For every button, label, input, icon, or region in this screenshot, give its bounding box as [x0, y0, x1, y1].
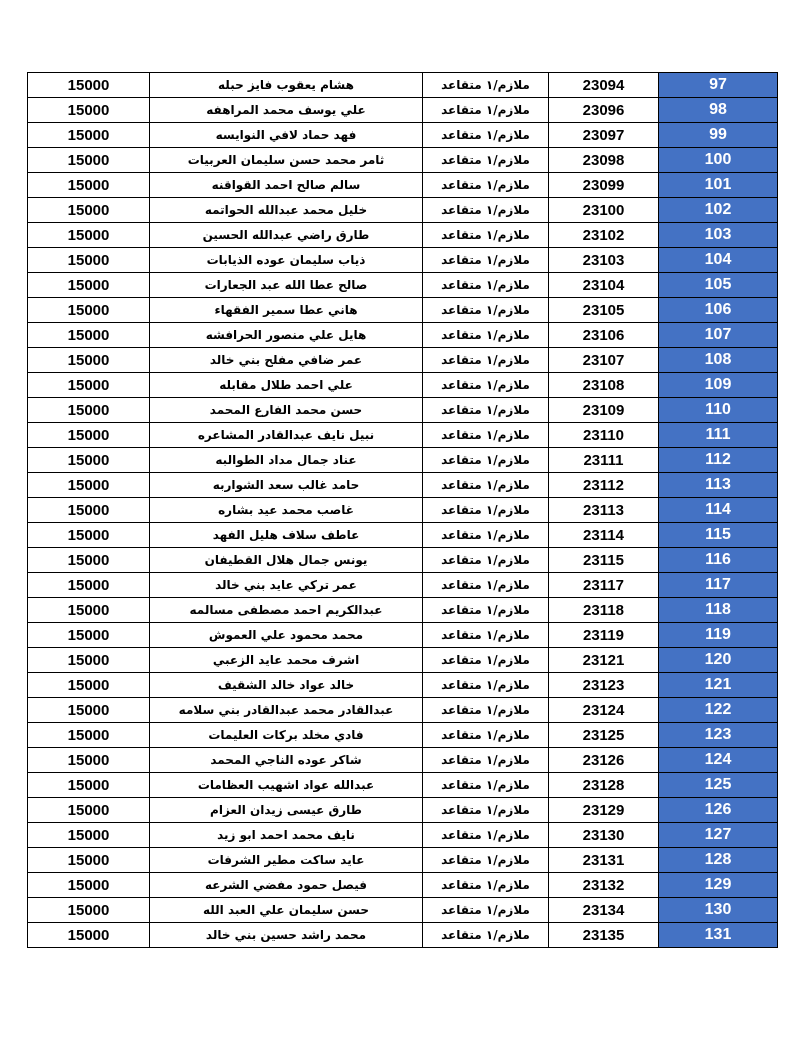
table-row — [28, 848, 778, 873]
sequence-cell: 114 — [659, 498, 778, 523]
military-number-cell: 23131 — [549, 848, 659, 873]
sequence-cell: 112 — [659, 448, 778, 473]
sequence-cell: 123 — [659, 723, 778, 748]
military-number-cell: 23109 — [549, 398, 659, 423]
table-row — [28, 273, 778, 298]
sequence-cell: 100 — [659, 148, 778, 173]
name-cell: علي يوسف محمد المراهفه — [150, 98, 423, 123]
military-number-cell: 23106 — [549, 323, 659, 348]
rank-cell: ملازم/١ متقاعد — [423, 323, 549, 348]
military-number-cell: 23124 — [549, 698, 659, 723]
military-number-cell: 23102 — [549, 223, 659, 248]
sequence-cell: 131 — [659, 923, 778, 948]
rank-cell: ملازم/١ متقاعد — [423, 248, 549, 273]
table-row — [28, 498, 778, 523]
sequence-cell: 99 — [659, 123, 778, 148]
military-number-cell: 23105 — [549, 298, 659, 323]
table-row — [28, 198, 778, 223]
table-row — [28, 348, 778, 373]
amount-cell: 15000 — [28, 573, 150, 598]
table-row — [28, 373, 778, 398]
amount-cell: 15000 — [28, 73, 150, 98]
rank-cell: ملازم/١ متقاعد — [423, 73, 549, 98]
table-row — [28, 698, 778, 723]
table-row — [28, 148, 778, 173]
rank-cell: ملازم/١ متقاعد — [423, 498, 549, 523]
amount-cell: 15000 — [28, 448, 150, 473]
military-number-cell: 23113 — [549, 498, 659, 523]
sequence-cell: 125 — [659, 773, 778, 798]
rank-cell: ملازم/١ متقاعد — [423, 373, 549, 398]
name-cell: نايف محمد احمد ابو زيد — [150, 823, 423, 848]
amount-cell: 15000 — [28, 823, 150, 848]
amount-cell: 15000 — [28, 423, 150, 448]
military-number-cell: 23110 — [549, 423, 659, 448]
rank-cell: ملازم/١ متقاعد — [423, 198, 549, 223]
table-row — [28, 423, 778, 448]
name-cell: سالم صالح احمد القواقنه — [150, 173, 423, 198]
table-row — [28, 173, 778, 198]
sequence-cell: 115 — [659, 523, 778, 548]
amount-cell: 15000 — [28, 523, 150, 548]
rank-cell: ملازم/١ متقاعد — [423, 423, 549, 448]
rank-cell: ملازم/١ متقاعد — [423, 148, 549, 173]
name-cell: نبيل نايف عبدالقادر المشاعره — [150, 423, 423, 448]
name-cell: يونس جمال هلال القطيفان — [150, 548, 423, 573]
sequence-cell: 126 — [659, 798, 778, 823]
sequence-cell: 98 — [659, 98, 778, 123]
sequence-cell: 110 — [659, 398, 778, 423]
sequence-cell: 127 — [659, 823, 778, 848]
sequence-cell: 116 — [659, 548, 778, 573]
name-cell: هاني عطا سمير الفقهاء — [150, 298, 423, 323]
name-cell: علي احمد طلال مقابله — [150, 373, 423, 398]
amount-cell: 15000 — [28, 198, 150, 223]
name-cell: شاكر عوده الناجي المحمد — [150, 748, 423, 773]
military-number-cell: 23107 — [549, 348, 659, 373]
name-cell: فيصل حمود مفضي الشرعه — [150, 873, 423, 898]
table-body — [28, 73, 778, 948]
name-cell: عبدالله عواد اشهيب العظامات — [150, 773, 423, 798]
rank-cell: ملازم/١ متقاعد — [423, 523, 549, 548]
rank-cell: ملازم/١ متقاعد — [423, 773, 549, 798]
rank-cell: ملازم/١ متقاعد — [423, 298, 549, 323]
sequence-cell: 103 — [659, 223, 778, 248]
name-cell: ذياب سليمان عوده الذيابات — [150, 248, 423, 273]
amount-cell: 15000 — [28, 398, 150, 423]
military-number-cell: 23130 — [549, 823, 659, 848]
name-cell: فهد حماد لافي النوايسه — [150, 123, 423, 148]
amount-cell: 15000 — [28, 673, 150, 698]
name-cell: محمد محمود علي العموش — [150, 623, 423, 648]
table-row — [28, 548, 778, 573]
table-row — [28, 873, 778, 898]
amount-cell: 15000 — [28, 348, 150, 373]
table-row — [28, 773, 778, 798]
rank-cell: ملازم/١ متقاعد — [423, 698, 549, 723]
amount-cell: 15000 — [28, 798, 150, 823]
rank-cell: ملازم/١ متقاعد — [423, 398, 549, 423]
name-cell: فادي مخلد بركات العليمات — [150, 723, 423, 748]
military-number-cell: 23115 — [549, 548, 659, 573]
sequence-cell: 120 — [659, 648, 778, 673]
sequence-cell: 121 — [659, 673, 778, 698]
name-cell: حسن محمد الفارع المحمد — [150, 398, 423, 423]
amount-cell: 15000 — [28, 148, 150, 173]
amount-cell: 15000 — [28, 248, 150, 273]
sequence-cell: 108 — [659, 348, 778, 373]
military-number-cell: 23129 — [549, 798, 659, 823]
rank-cell: ملازم/١ متقاعد — [423, 123, 549, 148]
table-row — [28, 673, 778, 698]
name-cell: عايد ساكت مطير الشرفات — [150, 848, 423, 873]
table-row — [28, 523, 778, 548]
amount-cell: 15000 — [28, 373, 150, 398]
table-row — [28, 473, 778, 498]
name-cell: اشرف محمد عايد الزعبي — [150, 648, 423, 673]
rank-cell: ملازم/١ متقاعد — [423, 848, 549, 873]
rank-cell: ملازم/١ متقاعد — [423, 173, 549, 198]
rank-cell: ملازم/١ متقاعد — [423, 873, 549, 898]
military-number-cell: 23126 — [549, 748, 659, 773]
table-row — [28, 98, 778, 123]
rank-cell: ملازم/١ متقاعد — [423, 823, 549, 848]
rank-cell: ملازم/١ متقاعد — [423, 723, 549, 748]
rank-cell: ملازم/١ متقاعد — [423, 673, 549, 698]
name-cell: صالح عطا الله عبد الجعارات — [150, 273, 423, 298]
rank-cell: ملازم/١ متقاعد — [423, 598, 549, 623]
table-row — [28, 923, 778, 948]
amount-cell: 15000 — [28, 598, 150, 623]
name-cell: طارق عيسى زيدان العزام — [150, 798, 423, 823]
military-number-cell: 23114 — [549, 523, 659, 548]
name-cell: عاطف سلاف هليل الفهد — [150, 523, 423, 548]
table-row — [28, 823, 778, 848]
amount-cell: 15000 — [28, 748, 150, 773]
military-number-cell: 23108 — [549, 373, 659, 398]
amount-cell: 15000 — [28, 498, 150, 523]
table-row — [28, 223, 778, 248]
rank-cell: ملازم/١ متقاعد — [423, 748, 549, 773]
sequence-cell: 104 — [659, 248, 778, 273]
military-number-cell: 23132 — [549, 873, 659, 898]
military-number-cell: 23096 — [549, 98, 659, 123]
amount-cell: 15000 — [28, 298, 150, 323]
name-cell: عبدالكريم احمد مصطفى مسالمه — [150, 598, 423, 623]
amount-cell: 15000 — [28, 273, 150, 298]
amount-cell: 15000 — [28, 223, 150, 248]
amount-cell: 15000 — [28, 548, 150, 573]
sequence-cell: 97 — [659, 73, 778, 98]
military-number-cell: 23123 — [549, 673, 659, 698]
rank-cell: ملازم/١ متقاعد — [423, 798, 549, 823]
name-cell: محمد راشد حسين بني خالد — [150, 923, 423, 948]
military-number-cell: 23118 — [549, 598, 659, 623]
military-number-cell: 23094 — [549, 73, 659, 98]
name-cell: خليل محمد عبدالله الحواتمه — [150, 198, 423, 223]
military-number-cell: 23125 — [549, 723, 659, 748]
amount-cell: 15000 — [28, 623, 150, 648]
rank-cell: ملازم/١ متقاعد — [423, 623, 549, 648]
amount-cell: 15000 — [28, 773, 150, 798]
table-row — [28, 248, 778, 273]
amount-cell: 15000 — [28, 123, 150, 148]
amount-cell: 15000 — [28, 173, 150, 198]
sequence-cell: 101 — [659, 173, 778, 198]
military-number-cell: 23098 — [549, 148, 659, 173]
retirees-table — [27, 72, 778, 948]
sequence-cell: 105 — [659, 273, 778, 298]
amount-cell: 15000 — [28, 323, 150, 348]
amount-cell: 15000 — [28, 98, 150, 123]
sequence-cell: 113 — [659, 473, 778, 498]
sequence-cell: 118 — [659, 598, 778, 623]
rank-cell: ملازم/١ متقاعد — [423, 648, 549, 673]
table-row — [28, 398, 778, 423]
table-row — [28, 573, 778, 598]
table-row — [28, 73, 778, 98]
military-number-cell: 23097 — [549, 123, 659, 148]
table-row — [28, 598, 778, 623]
rank-cell: ملازم/١ متقاعد — [423, 223, 549, 248]
military-number-cell: 23103 — [549, 248, 659, 273]
sequence-cell: 130 — [659, 898, 778, 923]
sequence-cell: 111 — [659, 423, 778, 448]
name-cell: حسن سليمان علي العبد الله — [150, 898, 423, 923]
rank-cell: ملازم/١ متقاعد — [423, 273, 549, 298]
name-cell: عمر تركي عايد بني خالد — [150, 573, 423, 598]
military-number-cell: 23112 — [549, 473, 659, 498]
rank-cell: ملازم/١ متقاعد — [423, 573, 549, 598]
table-row — [28, 898, 778, 923]
rank-cell: ملازم/١ متقاعد — [423, 898, 549, 923]
table-row — [28, 448, 778, 473]
name-cell: حامد غالب سعد الشواربه — [150, 473, 423, 498]
sequence-cell: 102 — [659, 198, 778, 223]
military-number-cell: 23121 — [549, 648, 659, 673]
table-row — [28, 123, 778, 148]
sequence-cell: 128 — [659, 848, 778, 873]
amount-cell: 15000 — [28, 923, 150, 948]
table-row — [28, 723, 778, 748]
name-cell: عمر ضافي مفلح بني خالد — [150, 348, 423, 373]
amount-cell: 15000 — [28, 648, 150, 673]
name-cell: ثامر محمد حسن سليمان العربيات — [150, 148, 423, 173]
table-row — [28, 298, 778, 323]
military-number-cell: 23135 — [549, 923, 659, 948]
sequence-cell: 107 — [659, 323, 778, 348]
name-cell: عبدالقادر محمد عبدالقادر بني سلامه — [150, 698, 423, 723]
amount-cell: 15000 — [28, 698, 150, 723]
amount-cell: 15000 — [28, 898, 150, 923]
table-row — [28, 798, 778, 823]
sequence-cell: 106 — [659, 298, 778, 323]
amount-cell: 15000 — [28, 873, 150, 898]
military-number-cell: 23119 — [549, 623, 659, 648]
amount-cell: 15000 — [28, 723, 150, 748]
sequence-cell: 124 — [659, 748, 778, 773]
military-number-cell: 23111 — [549, 448, 659, 473]
table-row — [28, 323, 778, 348]
military-number-cell: 23128 — [549, 773, 659, 798]
sequence-cell: 119 — [659, 623, 778, 648]
sequence-cell: 122 — [659, 698, 778, 723]
sequence-cell: 129 — [659, 873, 778, 898]
name-cell: هايل علي منصور الحرافشه — [150, 323, 423, 348]
table-row — [28, 748, 778, 773]
rank-cell: ملازم/١ متقاعد — [423, 98, 549, 123]
rank-cell: ملازم/١ متقاعد — [423, 923, 549, 948]
rank-cell: ملازم/١ متقاعد — [423, 473, 549, 498]
amount-cell: 15000 — [28, 473, 150, 498]
military-number-cell: 23099 — [549, 173, 659, 198]
rank-cell: ملازم/١ متقاعد — [423, 348, 549, 373]
rank-cell: ملازم/١ متقاعد — [423, 448, 549, 473]
table-row — [28, 648, 778, 673]
military-number-cell: 23117 — [549, 573, 659, 598]
military-number-cell: 23100 — [549, 198, 659, 223]
sequence-cell: 117 — [659, 573, 778, 598]
rank-cell: ملازم/١ متقاعد — [423, 548, 549, 573]
sequence-cell: 109 — [659, 373, 778, 398]
military-number-cell: 23104 — [549, 273, 659, 298]
name-cell: هشام يعقوب فايز حبله — [150, 73, 423, 98]
amount-cell: 15000 — [28, 848, 150, 873]
table-row — [28, 623, 778, 648]
name-cell: عناد جمال مداد الطوالبه — [150, 448, 423, 473]
name-cell: غاصب محمد عيد بشاره — [150, 498, 423, 523]
military-number-cell: 23134 — [549, 898, 659, 923]
name-cell: خالد عواد خالد الشقيف — [150, 673, 423, 698]
name-cell: طارق راضي عبدالله الحسين — [150, 223, 423, 248]
